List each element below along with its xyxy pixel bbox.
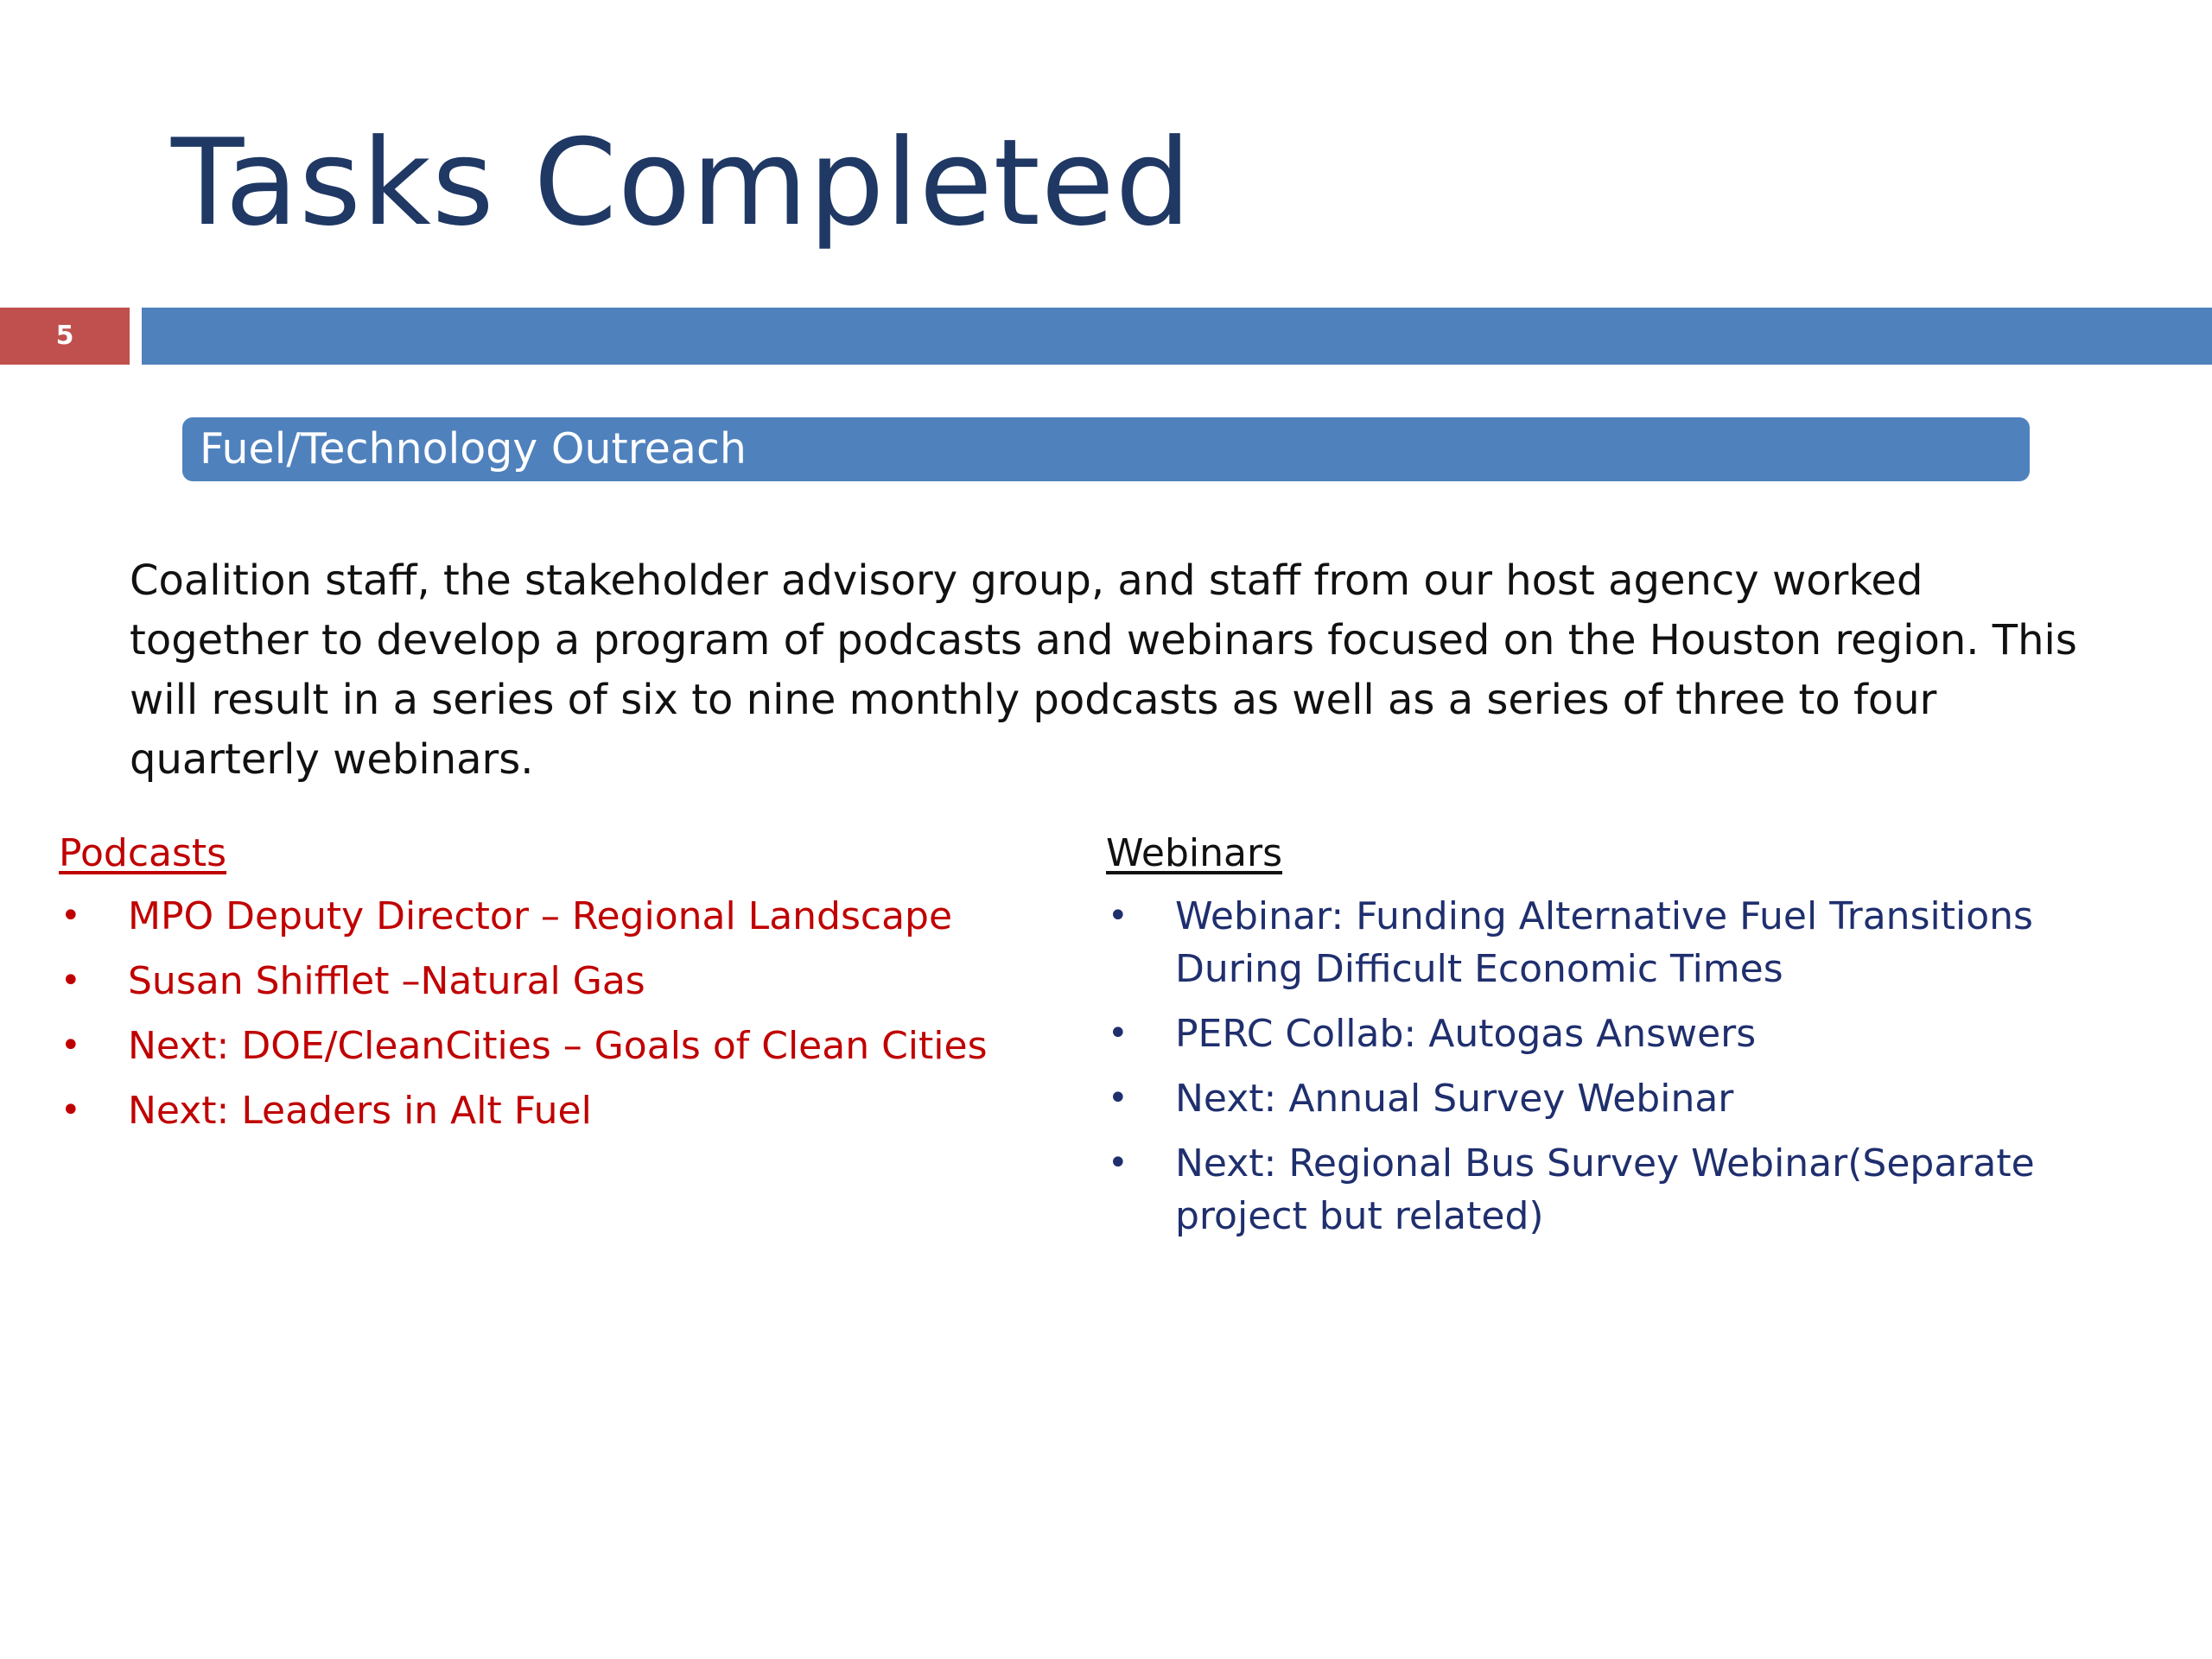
podcast-item-label: Susan Shifflet –Natural Gas — [128, 959, 645, 1003]
webinar-item-label: PERC Collab: Autogas Answers — [1175, 1012, 1757, 1056]
webinar-item — [1106, 1137, 2100, 1243]
bullet-icon: • — [1108, 896, 1128, 936]
webinars-list — [1106, 890, 2100, 1243]
webinar-item — [1106, 1007, 2100, 1060]
podcast-item — [59, 890, 1087, 943]
bullet-icon: • — [1108, 1014, 1128, 1053]
section-banner: Fuel/Technology Outreach — [182, 417, 2030, 481]
webinar-item-label: Next: Regional Bus Survey Webinar(Separate project but related) — [1175, 1141, 2035, 1238]
webinars-heading: Webinars — [1106, 831, 1283, 875]
slide-title: Tasks Completed — [171, 113, 1192, 252]
slide-number: 5 — [0, 308, 130, 365]
webinars-column — [1106, 828, 2100, 1255]
webinar-item — [1106, 890, 2100, 995]
bullet-icon: • — [1108, 1143, 1128, 1183]
podcasts-column — [59, 828, 1087, 1149]
podcast-item-label: MPO Deputy Director – Regional Landscape — [128, 894, 953, 938]
podcasts-list — [59, 890, 1087, 1137]
bullet-icon: • — [60, 961, 81, 1001]
podcast-item-label: Next: DOE/CleanCities – Goals of Clean Cities — [128, 1024, 988, 1068]
podcast-item — [59, 955, 1087, 1007]
podcast-item — [59, 1084, 1087, 1137]
bullet-icon: • — [60, 1026, 81, 1065]
bullet-icon: • — [60, 1090, 81, 1130]
intro-paragraph: Coalition staff, the stakeholder advisory group, and staff from our host agency worked together to develop a program of podcasts and webinars focused on the Houston region. This will result in a series of six to nine monthly podcasts as well as a series of three to four quarterly webinars. — [130, 556, 2077, 784]
podcasts-heading: Podcasts — [59, 831, 227, 875]
webinar-item — [1106, 1072, 2100, 1125]
podcast-item — [59, 1020, 1087, 1072]
webinar-item-label: Webinar: Funding Alternative Fuel Transitions During Difficult Economic Times — [1175, 894, 2033, 991]
title-divider-bar — [142, 308, 2212, 365]
bullet-icon: • — [60, 896, 81, 936]
podcast-item-label: Next: Leaders in Alt Fuel — [128, 1089, 592, 1133]
webinar-item-label: Next: Annual Survey Webinar — [1175, 1077, 1734, 1121]
bullet-icon: • — [1108, 1078, 1128, 1118]
